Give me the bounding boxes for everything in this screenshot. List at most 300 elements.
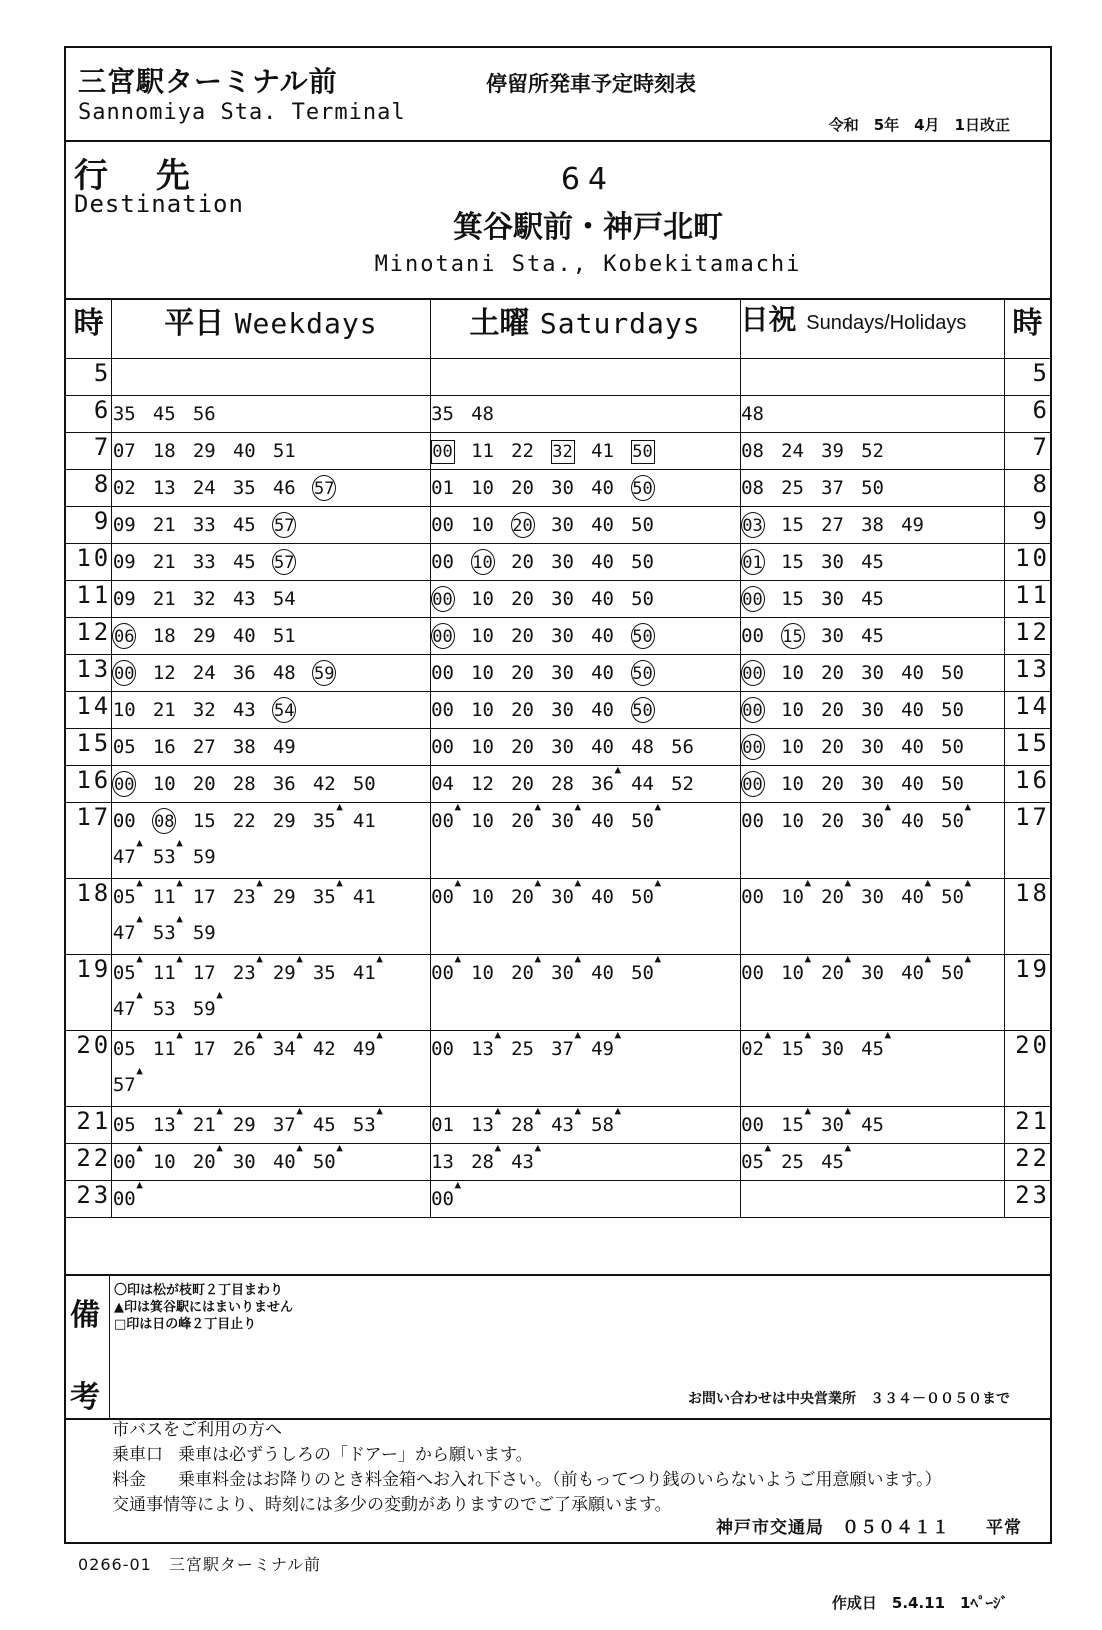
departure-minute [152, 1144, 192, 1180]
minute-value: 56 [192, 403, 216, 425]
minute-value: 49 [352, 1038, 376, 1060]
sundays-cell [740, 396, 1004, 433]
triangle-marker-icon: ▲ [336, 1141, 343, 1154]
minute-value: 35 [312, 886, 336, 908]
triangle-marker-icon: ▲ [924, 952, 932, 965]
minute-value: 30 [861, 736, 884, 758]
departure-minute [272, 581, 312, 617]
departure-minute [511, 800, 551, 839]
departure-minute [232, 507, 272, 543]
passenger-info-lines [112, 1418, 942, 1518]
hour-cell-left: 11 [66, 581, 112, 618]
departure-minute [312, 955, 352, 991]
minute-value: 40 [591, 625, 614, 647]
saturdays-minutes [431, 1141, 740, 1180]
saturdays-cell [430, 1028, 740, 1107]
triangle-marker-icon: ▲ [654, 800, 662, 813]
minute-value: 09 [112, 551, 136, 573]
departure-minute [232, 544, 272, 580]
saturdays-minutes [431, 433, 740, 469]
minute-value: 10 [471, 625, 494, 647]
minute-value: 38 [861, 514, 884, 536]
minute-value: 21 [152, 699, 176, 721]
info-fare [112, 1468, 942, 1493]
hour-cell-right: 12 [1004, 618, 1050, 655]
fare-label: 料金 [112, 1470, 146, 1490]
departure-minute [431, 396, 471, 432]
minute-value: 30 [551, 662, 574, 684]
departure-minute [431, 766, 471, 802]
minute-value: 53 [352, 1114, 376, 1136]
departure-minute [591, 1104, 631, 1143]
departure-minute [232, 433, 272, 469]
minute-value: 43 [232, 588, 256, 610]
weekdays-minutes [112, 433, 429, 469]
triangle-marker-icon: ▲ [534, 1141, 542, 1154]
minute-value: 20 [511, 810, 534, 832]
departure-minute [551, 1028, 591, 1067]
minute-value: 47 [112, 922, 136, 944]
minute-value: 30 [232, 1151, 256, 1173]
departure-minute [781, 618, 821, 654]
departure-minute [192, 803, 232, 839]
minute-value: 05 [112, 962, 136, 984]
departure-minute [781, 1104, 821, 1143]
triangle-marker-icon: ▲ [884, 1028, 892, 1041]
minute-value: 26 [232, 1038, 256, 1060]
departure-minute [471, 729, 511, 765]
departure-minute [591, 618, 631, 654]
triangle-marker-icon: ▲ [844, 1141, 852, 1154]
minute-value: 00 [431, 810, 454, 832]
departure-minute [551, 800, 591, 839]
minute-value: 05 [112, 1038, 136, 1060]
departure-minute [152, 991, 192, 1027]
fare-text: 乗車料金はお降りのとき料金箱へお入れ下さい。（前もってつり銭のいらないようご用意願います。） [178, 1470, 942, 1490]
minute-value: 15 [781, 514, 804, 536]
departure-minute [112, 1178, 152, 1217]
minute-value: 29 [272, 962, 296, 984]
departure-minute [471, 1141, 511, 1180]
minute-value: 08 [741, 440, 764, 462]
saturdays-cell [430, 876, 740, 955]
minute-value: 57 [272, 549, 296, 575]
weekdays-minutes [112, 544, 429, 580]
info-boarding [112, 1443, 942, 1468]
departure-minute [591, 507, 631, 543]
departure-minute [431, 470, 471, 506]
minute-value: 50 [352, 773, 376, 795]
departure-minute [861, 618, 901, 654]
hour-cell-right: 7 [1004, 433, 1050, 470]
minute-value: 25 [781, 477, 804, 499]
departure-minute [232, 1107, 272, 1143]
minute-value: 36 [591, 773, 614, 795]
weekdays-minutes [112, 1104, 429, 1143]
departure-minute [431, 729, 471, 765]
departure-minute [431, 655, 471, 691]
minute-value: 00 [431, 962, 454, 984]
minute-value: 50 [941, 773, 964, 795]
departure-minute [591, 763, 631, 802]
departure-minute [781, 470, 821, 506]
sundays-minutes [741, 507, 1004, 543]
minute-value: 00 [431, 623, 455, 649]
minute-value: 20 [511, 588, 534, 610]
weekdays-cell [112, 800, 430, 879]
minute-value: 09 [112, 588, 136, 610]
minute-value: 00 [741, 771, 765, 797]
departure-minute [471, 396, 511, 432]
departure-minute [741, 729, 781, 765]
departure-minute [312, 876, 352, 915]
departure-minute [192, 396, 232, 432]
minute-value: 02 [741, 1038, 764, 1060]
timetable-body [66, 359, 1050, 1218]
triangle-marker-icon: ▲ [296, 1028, 303, 1041]
triangle-marker-icon: ▲ [804, 876, 812, 889]
sundays-minutes [741, 433, 1004, 469]
minute-value: 10 [471, 886, 494, 908]
minute-value: 12 [152, 662, 176, 684]
triangle-marker-icon: ▲ [136, 1064, 143, 1077]
departure-minute [352, 952, 392, 991]
departure-minute [821, 581, 861, 617]
minute-value: 40 [591, 477, 614, 499]
triangle-marker-icon: ▲ [614, 1028, 622, 1041]
minute-value: 45 [312, 1114, 336, 1136]
triangle-marker-icon: ▲ [654, 876, 662, 889]
hour-cell-left: 9 [66, 507, 112, 544]
sundays-cell [740, 1104, 1004, 1144]
minute-value: 10 [471, 514, 494, 536]
sundays-cell [740, 1141, 1004, 1181]
hour-row [66, 359, 1050, 396]
saturdays-cell [430, 359, 740, 396]
note-triangle: ▲印は箕谷駅にはまいりません [114, 1300, 293, 1315]
departure-minute [861, 655, 901, 691]
minute-value: 37 [551, 1038, 574, 1060]
departure-minute [272, 1028, 312, 1067]
weekdays-cell [112, 544, 430, 581]
minute-value: 10 [781, 886, 804, 908]
minute-value: 00 [741, 625, 764, 647]
hour-cell-left: 13 [66, 655, 112, 692]
triangle-marker-icon: ▲ [256, 1028, 263, 1041]
hour-cell-left: 10 [66, 544, 112, 581]
sundays-cell [740, 618, 1004, 655]
minute-value: 40 [591, 551, 614, 573]
weekdays-cell [112, 952, 430, 1031]
departure-minute [431, 692, 471, 728]
weekdays-cell [112, 729, 430, 766]
sundays-cell [740, 766, 1004, 803]
minute-value: 13 [471, 1038, 494, 1060]
departure-minute [192, 581, 232, 617]
minute-value: 40 [591, 886, 614, 908]
minute-value: 30 [861, 773, 884, 795]
minute-value: 30 [861, 662, 884, 684]
minute-value: 28 [511, 1114, 534, 1136]
minute-value: 10 [471, 588, 494, 610]
minute-value: 13 [471, 1114, 494, 1136]
minute-value: 25 [781, 1151, 804, 1173]
minute-value: 51 [272, 625, 296, 647]
triangle-marker-icon: ▲ [844, 952, 852, 965]
issuer: 神戸市交通局 ０５０４１１ 平常 [716, 1518, 1022, 1538]
minute-value: 00 [112, 1151, 136, 1173]
minute-value: 10 [471, 736, 494, 758]
triangle-marker-icon: ▲ [296, 1104, 303, 1117]
triangle-marker-icon: ▲ [844, 876, 852, 889]
minute-value: 27 [821, 514, 844, 536]
departure-minute [631, 766, 671, 802]
departure-minute [232, 766, 272, 802]
document-title: 停留所発車予定時刻表 [486, 72, 696, 96]
minute-value: 40 [901, 662, 924, 684]
weekdays-minutes [112, 692, 429, 728]
departure-minute [112, 544, 152, 580]
note-circle: 〇印は松が枝町２丁目まわり [114, 1283, 284, 1298]
minute-value: 20 [511, 962, 534, 984]
minute-value: 50 [631, 514, 654, 536]
triangle-marker-icon: ▲ [176, 952, 183, 965]
minute-value: 43 [551, 1114, 574, 1136]
minute-value: 50 [631, 623, 655, 649]
minute-value: 20 [511, 662, 534, 684]
departure-minute [232, 470, 272, 506]
minute-value: 49 [272, 736, 296, 758]
departure-minute [272, 952, 312, 991]
minute-value: 40 [901, 962, 924, 984]
departure-minute [471, 879, 511, 915]
departure-minute [861, 955, 901, 991]
departure-minute [471, 1104, 511, 1143]
hour-cell-left: 16 [66, 766, 112, 803]
minute-value: 30 [821, 588, 844, 610]
departure-minute [431, 876, 471, 915]
saturdays-minutes [431, 729, 740, 765]
departure-minute [551, 581, 591, 617]
triangle-marker-icon: ▲ [964, 876, 972, 889]
departure-minute [272, 544, 312, 580]
departure-minute [312, 1107, 352, 1143]
saturdays-minutes [431, 876, 740, 915]
departure-minute [591, 729, 631, 765]
triangle-marker-icon: ▲ [176, 1028, 183, 1041]
minute-value: 11 [471, 440, 494, 462]
triangle-marker-icon: ▲ [176, 1104, 183, 1117]
sundays-minutes [741, 876, 1004, 915]
hour-row [66, 879, 1050, 955]
minute-value: 43 [232, 699, 256, 721]
sundays-cell [740, 729, 1004, 766]
minute-value: 10 [152, 773, 176, 795]
departure-minute [352, 766, 392, 802]
departure-minute [192, 915, 232, 951]
minute-value: 30 [551, 477, 574, 499]
minute-value: 57 [112, 1074, 136, 1096]
departure-minute [821, 1104, 861, 1143]
triangle-marker-icon: ▲ [136, 1141, 143, 1154]
triangle-marker-icon: ▲ [534, 800, 542, 813]
departure-minute [152, 766, 192, 802]
departure-minute [861, 581, 901, 617]
departure-minute [821, 655, 861, 691]
departure-minute [431, 618, 471, 654]
remarks-label [66, 1276, 110, 1418]
departure-minute [901, 729, 941, 765]
departure-minute [431, 1178, 471, 1217]
header [66, 48, 1050, 142]
minute-value: 30 [551, 551, 574, 573]
minute-value: 05 [112, 736, 136, 758]
minute-value: 23 [232, 962, 256, 984]
minute-value: 29 [272, 886, 296, 908]
minute-value: 35 [312, 962, 336, 984]
departure-minute [112, 876, 152, 915]
departure-minute [511, 655, 551, 691]
triangle-marker-icon: ▲ [844, 1104, 852, 1117]
triangle-marker-icon: ▲ [454, 800, 462, 813]
minute-value: 10 [152, 1151, 176, 1173]
minute-value: 30 [861, 699, 884, 721]
triangle-marker-icon: ▲ [176, 876, 183, 889]
minute-value: 40 [591, 736, 614, 758]
triangle-marker-icon: ▲ [534, 876, 542, 889]
minute-value: 20 [511, 625, 534, 647]
departure-minute [232, 1028, 272, 1067]
weekdays-cell [112, 396, 430, 433]
minute-value: 50 [631, 551, 654, 573]
departure-minute [551, 507, 591, 543]
departure-minute [471, 1028, 511, 1067]
weekdays-cell [112, 766, 430, 803]
saturdays-minutes [431, 581, 740, 617]
minute-value: 00 [112, 771, 136, 797]
departure-minute [232, 692, 272, 728]
hour-header-left: 時 [66, 298, 112, 359]
departure-minute [551, 655, 591, 691]
minute-value: 54 [272, 588, 296, 610]
minute-value: 35 [312, 810, 336, 832]
departure-minute [112, 988, 152, 1027]
minute-value: 10 [112, 699, 136, 721]
minute-value: 50 [631, 588, 654, 610]
triangle-marker-icon: ▲ [176, 912, 183, 925]
departure-minute [551, 1104, 591, 1143]
minute-value: 40 [591, 962, 614, 984]
departure-minute [112, 507, 152, 543]
weekdays-cell [112, 1141, 430, 1181]
minute-value: 21 [192, 1114, 216, 1136]
saturdays-minutes [431, 470, 740, 506]
minute-value: 20 [821, 662, 844, 684]
minute-value: 29 [232, 1114, 256, 1136]
hour-row [66, 692, 1050, 729]
minute-value: 24 [192, 477, 216, 499]
departure-minute [152, 581, 192, 617]
minute-value: 29 [192, 440, 216, 462]
departure-minute [591, 692, 631, 728]
departure-minute [352, 879, 392, 915]
saturdays-cell [430, 800, 740, 879]
minute-value: 00 [431, 586, 455, 612]
minute-value: 40 [901, 699, 924, 721]
minute-value: 15 [192, 810, 216, 832]
departure-minute [551, 876, 591, 915]
departure-minute [631, 470, 671, 506]
minute-value: 40 [591, 662, 614, 684]
triangle-marker-icon: ▲ [654, 952, 662, 965]
weekdays-header-ja: 平日 [164, 306, 225, 341]
departure-minute [352, 1028, 392, 1067]
saturdays-cell [430, 396, 740, 433]
departure-minute [112, 692, 152, 728]
minute-value: 41 [591, 440, 614, 462]
departure-minute [112, 1107, 152, 1143]
triangle-marker-icon: ▲ [336, 876, 343, 889]
departure-minute [821, 1031, 861, 1067]
weekdays-cell [112, 470, 430, 507]
triangle-marker-icon: ▲ [574, 952, 582, 965]
departure-minute [901, 803, 941, 839]
departure-minute [192, 1104, 232, 1143]
minute-value: 28 [232, 773, 256, 795]
departure-minute [941, 766, 981, 802]
departure-minute [511, 544, 551, 580]
saturdays-header-en: Saturdays [539, 307, 701, 340]
minute-value: 23 [232, 886, 256, 908]
minute-value: 20 [821, 810, 844, 832]
minute-value: 00 [112, 810, 136, 832]
minute-value: 30 [821, 1114, 844, 1136]
departure-minute [431, 1144, 471, 1180]
weekdays-cell [112, 618, 430, 655]
departure-minute [781, 692, 821, 728]
departure-minute [431, 800, 471, 839]
departure-minute [861, 800, 901, 839]
saturdays-minutes [431, 1028, 740, 1067]
minute-value: 20 [192, 1151, 216, 1173]
sundays-header [740, 298, 1004, 359]
triangle-marker-icon: ▲ [296, 952, 303, 965]
hour-cell-right: 5 [1004, 359, 1050, 396]
departure-minute [781, 433, 821, 469]
minute-value: 50 [631, 810, 654, 832]
hour-row [66, 655, 1050, 692]
minute-value: 00 [741, 660, 765, 686]
departure-minute [591, 544, 631, 580]
triangle-marker-icon: ▲ [804, 1104, 812, 1117]
departure-minute [631, 692, 671, 728]
triangle-marker-icon: ▲ [454, 952, 462, 965]
sundays-cell [740, 1028, 1004, 1107]
minute-value: 20 [511, 512, 535, 538]
sundays-header-en: Sundays/Holidays [806, 312, 967, 334]
minute-value: 08 [152, 808, 176, 834]
minute-value: 22 [511, 440, 534, 462]
departure-minute [821, 952, 861, 991]
hour-row [66, 1144, 1050, 1181]
weekdays-minutes [112, 1141, 429, 1180]
triangle-marker-icon: ▲ [216, 1104, 223, 1117]
saturdays-minutes [431, 692, 740, 728]
destination-section [66, 140, 1050, 300]
departure-minute [941, 692, 981, 728]
minute-value: 07 [112, 440, 136, 462]
minute-value: 00 [741, 886, 764, 908]
